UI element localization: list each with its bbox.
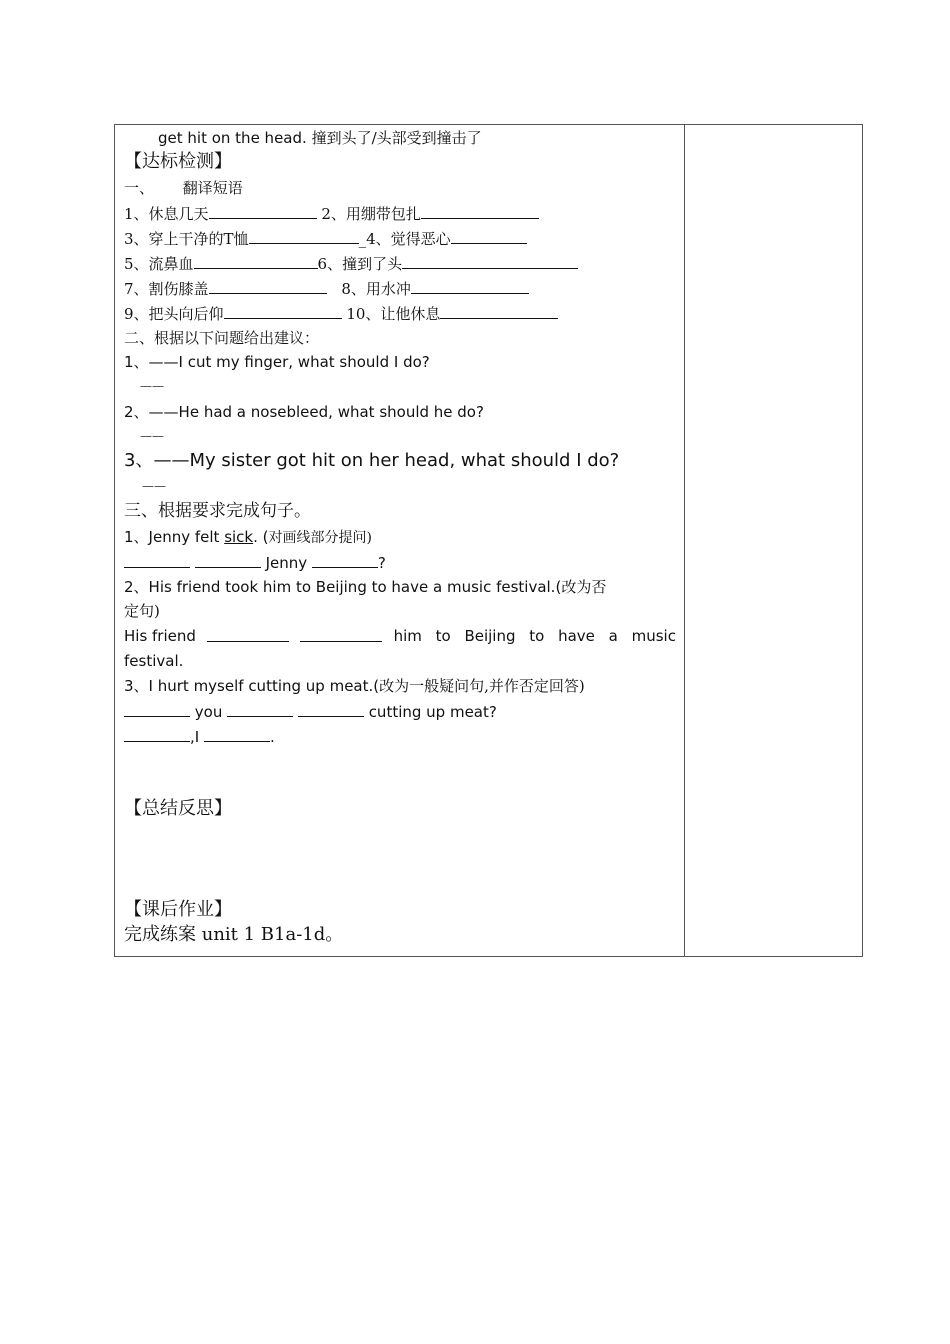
part3-answer-1: [124, 552, 386, 573]
answer-blank[interactable]: [124, 552, 190, 568]
answer-text: you: [194, 703, 223, 721]
intro-phrase: get hit on the head.: [158, 129, 307, 147]
answer-blank[interactable]: [207, 626, 289, 642]
answer-dash: ——: [140, 379, 164, 393]
part2-question-3: 3、——My sister got hit on her head, what should I do?: [124, 450, 620, 471]
section-test-heading: 【达标检测】: [124, 151, 232, 172]
answer-text: .: [269, 728, 275, 746]
part3-reply-3: [124, 726, 275, 747]
part3-heading: 三、根据要求完成句子。: [124, 501, 311, 521]
answer-text: Jenny: [265, 554, 308, 572]
instruction-note: 改为否: [561, 578, 607, 596]
underlined-word: sick: [224, 528, 254, 546]
answer-blank[interactable]: [402, 253, 578, 269]
part3-sentence-1: [124, 527, 372, 548]
phrase-item: 2、用绷带包扎: [321, 205, 421, 223]
homework-text: 完成练案 unit 1 B1a-1d。: [124, 924, 344, 945]
answer-blank[interactable]: [195, 552, 261, 568]
answer-text: His friend: [124, 627, 196, 645]
answer-dash: ——: [142, 479, 166, 493]
part1-heading-text: 翻译短语: [182, 179, 243, 197]
answer-blank[interactable]: [209, 203, 317, 219]
intro-meaning: 撞到头了/头部受到撞击了: [311, 129, 482, 147]
column-divider: [684, 125, 685, 956]
intro-line: [158, 128, 482, 148]
answer-blank[interactable]: [249, 228, 359, 244]
summary-heading: 【总结反思】: [124, 798, 232, 819]
worksheet-table: [114, 124, 863, 957]
sentence-text: 1、Jenny felt: [124, 528, 225, 546]
answer-blank[interactable]: [440, 303, 558, 319]
answer-dash: ——: [140, 429, 164, 443]
part1-row-3: [124, 253, 578, 274]
part3-sentence-2: [124, 577, 606, 597]
phrase-item: _4、觉得恶心: [358, 230, 451, 248]
answer-text: him to Beijing to have a music: [393, 627, 676, 645]
part1-heading: [124, 178, 243, 198]
answer-blank[interactable]: [312, 552, 378, 568]
sentence-text: 3、I hurt myself cutting up meat.(: [124, 677, 380, 695]
answer-blank[interactable]: [300, 626, 382, 642]
part3-sentence-2-cont: 定句): [124, 602, 160, 620]
part3-answer-3: [124, 701, 497, 722]
phrase-item: 1、休息几天: [124, 205, 209, 223]
part1-row-2: [124, 228, 527, 249]
answer-blank[interactable]: [124, 726, 190, 742]
sentence-text: 2、His friend took him to Beijing to have a music festival.(: [124, 578, 562, 596]
answer-blank[interactable]: [298, 701, 364, 717]
part2-question-1: 1、——I cut my finger, what should I do?: [124, 353, 430, 371]
part3-answer-2-cont: festival.: [124, 652, 184, 670]
part2-heading: 二、根据以下问题给出建议：: [124, 329, 320, 347]
answer-blank[interactable]: [209, 278, 327, 294]
part1-row-5: [124, 303, 558, 324]
phrase-item: 6、撞到了头: [317, 255, 403, 273]
phrase-item: 9、把头向后仰: [124, 305, 224, 323]
sentence-text: . (: [253, 528, 269, 546]
phrase-item: 10、让他休息: [346, 305, 441, 323]
homework-heading: 【课后作业】: [124, 899, 232, 920]
answer-blank[interactable]: [204, 726, 270, 742]
phrase-item: 8、用水冲: [341, 280, 411, 298]
phrase-item: 3、穿上干净的T恤: [124, 230, 249, 248]
answer-text: ,I: [190, 728, 200, 746]
answer-blank[interactable]: [124, 701, 190, 717]
answer-blank[interactable]: [227, 701, 293, 717]
part2-question-2: 2、——He had a nosebleed, what should he do?: [124, 403, 484, 421]
answer-blank[interactable]: [224, 303, 342, 319]
part3-sentence-3: [124, 676, 585, 696]
answer-text: ?: [377, 554, 386, 572]
answer-blank[interactable]: [194, 253, 318, 269]
part1-row-4: [124, 278, 529, 299]
answer-text: cutting up meat?: [368, 703, 497, 721]
answer-blank[interactable]: [451, 228, 527, 244]
phrase-item: 7、割伤膝盖: [124, 280, 209, 298]
answer-blank[interactable]: [421, 203, 539, 219]
instruction-note: 对画线部分提问): [268, 530, 372, 546]
answer-blank[interactable]: [411, 278, 529, 294]
instruction-note: 改为一般疑问句,并作否定回答): [379, 677, 585, 695]
part1-row-1: [124, 203, 539, 224]
part1-heading-num: 一、: [124, 179, 155, 197]
phrase-item: 5、流鼻血: [124, 255, 194, 273]
part3-answer-2: [124, 626, 676, 646]
